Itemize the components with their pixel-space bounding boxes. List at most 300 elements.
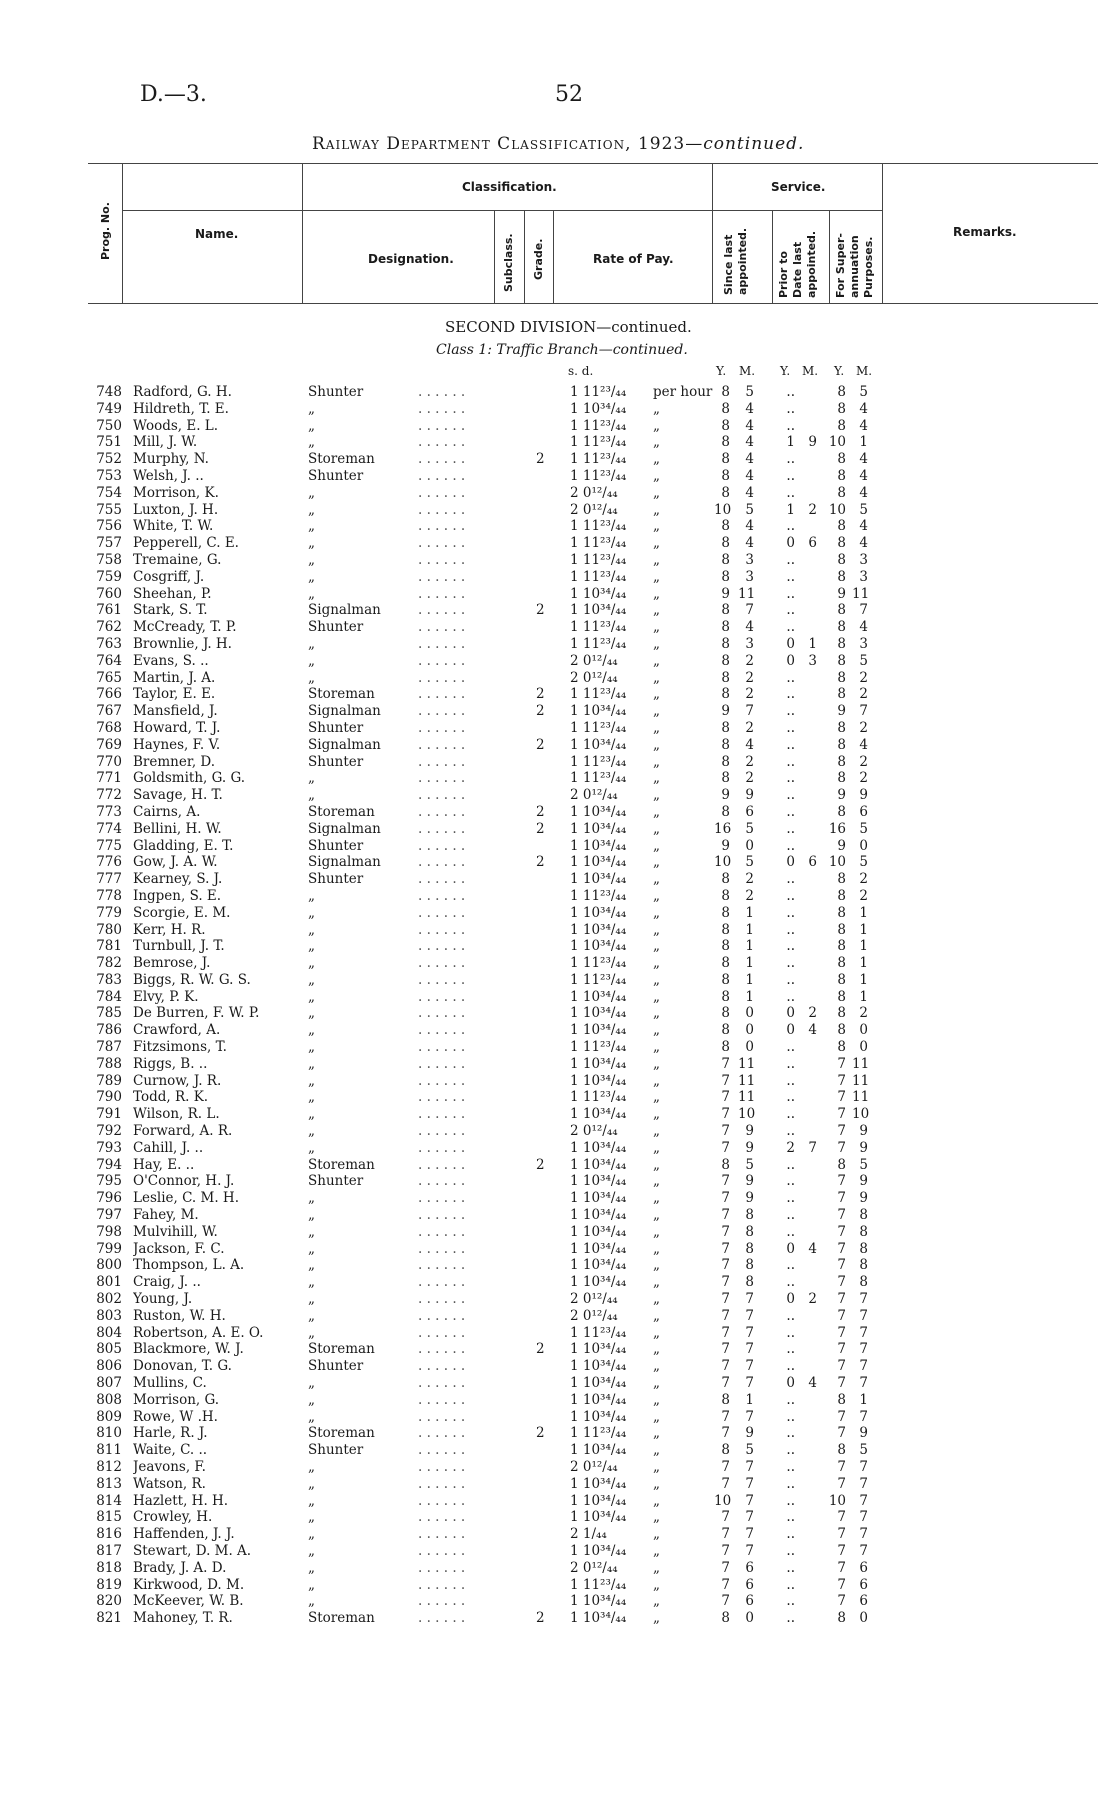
rate-unit: „ (653, 417, 660, 434)
rate-of-pay: 1 10³⁴/₄₄ (570, 1156, 627, 1173)
since-months: 8 (745, 1207, 754, 1224)
leader-dots: . . . . . . (418, 1139, 466, 1156)
rate-of-pay: 1 11²³/₄₄ (570, 434, 627, 451)
leader-dots: . . . . . . (418, 753, 466, 770)
leader-dots: . . . . . . (418, 1610, 466, 1627)
since-months: 4 (745, 484, 754, 501)
prog-number: 757 (96, 535, 122, 552)
table-row (0, 1039, 1114, 1056)
prior-years: .. (786, 417, 795, 434)
since-months: 0 (745, 1610, 754, 1627)
super-years: 8 (837, 518, 846, 535)
employee-name: Brownlie, J. H. (133, 635, 232, 652)
prior-years: .. (786, 568, 795, 585)
rate-unit: „ (653, 551, 660, 568)
prior-years: 0 (786, 1022, 795, 1039)
employee-name: Morrison, K. (133, 484, 219, 501)
super-months: 8 (859, 1207, 868, 1224)
since-months: 4 (745, 518, 754, 535)
rate-of-pay: 1 11²³/₄₄ (570, 1089, 627, 1106)
leader-dots: . . . . . . (418, 484, 466, 501)
super-years: 8 (837, 1442, 846, 1459)
leader-dots: . . . . . . (418, 1425, 466, 1442)
header-bottom-rule (88, 303, 1098, 304)
super-years: 8 (837, 938, 846, 955)
table-row (0, 1257, 1114, 1274)
prior-years: 0 (786, 1240, 795, 1257)
rate-of-pay: 1 10³⁴/₄₄ (570, 1022, 627, 1039)
employee-name: Hay, E. .. (133, 1156, 195, 1173)
prog-number: 804 (96, 1324, 122, 1341)
since-months: 9 (745, 1139, 754, 1156)
employee-name: Young, J. (133, 1291, 193, 1308)
since-years: 7 (721, 1123, 730, 1140)
rate-of-pay: 1 10³⁴/₄₄ (570, 1442, 627, 1459)
designation: „ (308, 887, 315, 904)
super-years: 8 (837, 484, 846, 501)
employee-name: Wilson, R. L. (133, 1106, 220, 1123)
designation: Storeman (308, 803, 375, 820)
prog-number: 821 (96, 1610, 122, 1627)
employee-name: Luxton, J. H. (133, 501, 219, 518)
table-row (0, 922, 1114, 939)
since-months: 7 (745, 1492, 754, 1509)
since-years: 8 (721, 938, 730, 955)
super-years: 7 (837, 1307, 846, 1324)
rate-unit: „ (653, 1257, 660, 1274)
super-years: 7 (837, 1475, 846, 1492)
since-years: 8 (721, 417, 730, 434)
leader-dots: . . . . . . (418, 787, 466, 804)
since-years: 7 (721, 1408, 730, 1425)
prog-number: 780 (96, 921, 122, 938)
rate-of-pay: 1 10³⁴/₄₄ (570, 1072, 627, 1089)
employee-name: Turnbull, J. T. (133, 938, 225, 955)
prior-years: .. (786, 904, 795, 921)
rate-unit: „ (653, 619, 660, 636)
rate-of-pay: 1 10³⁴/₄₄ (570, 820, 627, 837)
header-subclass: Subclass. (502, 233, 515, 292)
super-months: 1 (859, 955, 868, 972)
table-row (0, 1274, 1114, 1291)
since-months: 7 (745, 602, 754, 619)
super-months: 11 (852, 1072, 870, 1089)
employee-name: Cosgriff, J. (133, 568, 205, 585)
since-years: 7 (721, 1509, 730, 1526)
designation: „ (308, 1559, 315, 1576)
super-years: 7 (837, 1291, 846, 1308)
since-years: 8 (721, 568, 730, 585)
rate-of-pay: 1 10³⁴/₄₄ (570, 1139, 627, 1156)
leader-dots: . . . . . . (418, 971, 466, 988)
header-name: Name. (195, 227, 239, 241)
super-months: 4 (859, 484, 868, 501)
prior-years: .. (786, 1257, 795, 1274)
super-months: 7 (859, 602, 868, 619)
leader-dots: . . . . . . (418, 635, 466, 652)
super-years: 8 (837, 1022, 846, 1039)
table-row (0, 737, 1114, 754)
super-months: 9 (859, 1425, 868, 1442)
super-months: 8 (859, 1274, 868, 1291)
rate-unit: „ (653, 837, 660, 854)
rate-of-pay: 1 10³⁴/₄₄ (570, 921, 627, 938)
rule-after-prog (122, 163, 123, 303)
rate-unit: „ (653, 820, 660, 837)
super-months: 9 (859, 1123, 868, 1140)
super-months: 7 (859, 1408, 868, 1425)
since-years: 8 (721, 551, 730, 568)
designation: „ (308, 568, 315, 585)
employee-name: Stewart, D. M. A. (133, 1542, 252, 1559)
super-years: 8 (837, 1039, 846, 1056)
since-years: 8 (721, 904, 730, 921)
employee-name: Ruston, W. H. (133, 1307, 226, 1324)
rate-of-pay: 2 0¹²/₄₄ (570, 484, 618, 501)
prior-months: 2 (808, 1005, 817, 1022)
prog-number: 799 (96, 1240, 122, 1257)
header-grade: Grade. (532, 238, 545, 280)
employee-name: Scorgie, E. M. (133, 904, 231, 921)
super-years: 7 (837, 1542, 846, 1559)
prog-number: 788 (96, 1055, 122, 1072)
table-row (0, 1493, 1114, 1510)
prog-number: 793 (96, 1139, 122, 1156)
title-continued: continued. (703, 134, 805, 154)
prog-number: 758 (96, 551, 122, 568)
super-months: 5 (859, 384, 868, 400)
leader-dots: . . . . . . (418, 938, 466, 955)
since-months: 1 (745, 955, 754, 972)
since-months: 8 (745, 1240, 754, 1257)
since-months: 2 (745, 669, 754, 686)
table-row (0, 569, 1114, 586)
leader-dots: . . . . . . (418, 837, 466, 854)
unit-prior-years: Y. (780, 364, 791, 378)
designation: „ (308, 1408, 315, 1425)
since-years: 8 (721, 736, 730, 753)
prior-years: .. (786, 1475, 795, 1492)
super-months: 4 (859, 451, 868, 468)
prog-number: 760 (96, 585, 122, 602)
super-months: 3 (859, 635, 868, 652)
leader-dots: . . . . . . (418, 1408, 466, 1425)
employee-name: Morrison, G. (133, 1391, 220, 1408)
employee-name: Taylor, E. E. (133, 686, 216, 703)
super-years: 10 (828, 501, 846, 518)
prog-number: 805 (96, 1341, 122, 1358)
rate-of-pay: 1 11²³/₄₄ (570, 955, 627, 972)
since-years: 8 (721, 451, 730, 468)
since-months: 7 (745, 1475, 754, 1492)
rate-unit: „ (653, 451, 660, 468)
super-months: 7 (859, 1341, 868, 1358)
prog-number: 749 (96, 400, 122, 417)
prog-number: 784 (96, 988, 122, 1005)
since-years: 7 (721, 1106, 730, 1123)
super-years: 7 (837, 1190, 846, 1207)
prog-number: 772 (96, 787, 122, 804)
super-years: 8 (837, 887, 846, 904)
prior-months: 2 (808, 501, 817, 518)
prog-number: 763 (96, 635, 122, 652)
rate-unit: „ (653, 1341, 660, 1358)
rate-unit: „ (653, 1559, 660, 1576)
rate-of-pay: 1 10³⁴/₄₄ (570, 1341, 627, 1358)
prior-years: .. (786, 1358, 795, 1375)
since-months: 2 (745, 686, 754, 703)
designation: „ (308, 1509, 315, 1526)
super-months: 10 (852, 1106, 870, 1123)
employee-name: Craig, J. .. (133, 1274, 201, 1291)
prior-years: .. (786, 1576, 795, 1593)
since-months: 1 (745, 988, 754, 1005)
designation: Shunter (308, 1173, 364, 1190)
since-years: 10 (714, 1492, 732, 1509)
unit-since-years: Y. (716, 364, 727, 378)
employee-name: Jeavons, F. (133, 1459, 206, 1475)
prior-years: .. (786, 971, 795, 988)
leader-dots: . . . . . . (418, 518, 466, 535)
prog-number: 816 (96, 1526, 122, 1543)
designation: „ (308, 1072, 315, 1089)
since-years: 8 (721, 1156, 730, 1173)
since-months: 0 (745, 1022, 754, 1039)
prog-number: 811 (96, 1442, 122, 1459)
super-years: 8 (837, 988, 846, 1005)
designation: „ (308, 1039, 315, 1056)
super-months: 7 (859, 1358, 868, 1375)
super-years: 16 (828, 820, 846, 837)
leader-dots: . . . . . . (418, 1559, 466, 1576)
prior-months: 4 (808, 1022, 817, 1039)
since-years: 8 (721, 955, 730, 972)
since-months: 3 (745, 635, 754, 652)
table-row (0, 888, 1114, 905)
super-years: 7 (837, 1593, 846, 1610)
since-months: 6 (745, 1559, 754, 1576)
since-months: 9 (745, 787, 754, 804)
designation: „ (308, 1391, 315, 1408)
since-years: 7 (721, 1223, 730, 1240)
employee-name: Robertson, A. E. O. (133, 1324, 264, 1341)
leader-dots: . . . . . . (418, 1576, 466, 1593)
since-years: 8 (721, 1039, 730, 1056)
super-months: 2 (859, 887, 868, 904)
prior-years: .. (786, 770, 795, 787)
since-months: 2 (745, 719, 754, 736)
designation: „ (308, 1459, 315, 1475)
employee-name: Haynes, F. V. (133, 736, 221, 753)
since-years: 7 (721, 1576, 730, 1593)
table-row (0, 1308, 1114, 1325)
rate-of-pay: 1 10³⁴/₄₄ (570, 1408, 627, 1425)
designation: „ (308, 669, 315, 686)
header-top-rule (88, 163, 1098, 164)
designation: Signalman (308, 703, 381, 720)
rate-of-pay: 2 0¹²/₄₄ (570, 1459, 618, 1475)
since-years: 8 (721, 518, 730, 535)
prog-number: 771 (96, 770, 122, 787)
super-months: 7 (859, 1375, 868, 1392)
rule-after-name (302, 163, 303, 303)
employee-name: Harle, R. J. (133, 1425, 208, 1442)
rate-of-pay: 1 11²³/₄₄ (570, 619, 627, 636)
since-months: 4 (745, 417, 754, 434)
rate-unit: „ (653, 1005, 660, 1022)
header-prior-to: Prior to Date last appointed. (777, 230, 818, 298)
prior-years: .. (786, 1509, 795, 1526)
super-years: 8 (837, 568, 846, 585)
leader-dots: . . . . . . (418, 1156, 466, 1173)
rate-unit: „ (653, 585, 660, 602)
designation: Storeman (308, 451, 375, 468)
prior-years: .. (786, 686, 795, 703)
rate-of-pay: 2 0¹²/₄₄ (570, 1123, 618, 1140)
employee-name: Riggs, B. .. (133, 1055, 208, 1072)
table-row (0, 1157, 1114, 1174)
table-row (0, 1375, 1114, 1392)
rate-unit: „ (653, 921, 660, 938)
rate-unit: „ (653, 1459, 660, 1475)
designation: Signalman (308, 602, 381, 619)
super-months: 2 (859, 686, 868, 703)
since-months: 11 (738, 585, 756, 602)
leader-dots: . . . . . . (418, 1509, 466, 1526)
leader-dots: . . . . . . (418, 904, 466, 921)
since-months: 2 (745, 753, 754, 770)
prog-number: 782 (96, 955, 122, 972)
designation: Storeman (308, 1425, 375, 1442)
super-months: 7 (859, 1526, 868, 1543)
rate-of-pay: 1 10³⁴/₄₄ (570, 938, 627, 955)
rate-of-pay: 1 10³⁴/₄₄ (570, 1475, 627, 1492)
designation: „ (308, 1307, 315, 1324)
super-months: 8 (859, 1240, 868, 1257)
rate-unit: „ (653, 904, 660, 921)
table-row (0, 670, 1114, 687)
since-years: 9 (721, 585, 730, 602)
super-months: 11 (852, 1055, 870, 1072)
designation: Shunter (308, 719, 364, 736)
rate-of-pay: 1 10³⁴/₄₄ (570, 904, 627, 921)
designation: „ (308, 1375, 315, 1392)
table-row (0, 1593, 1114, 1610)
since-months: 11 (738, 1072, 756, 1089)
prior-years: .. (786, 585, 795, 602)
super-months: 1 (859, 904, 868, 921)
prog-number: 754 (96, 484, 122, 501)
rate-of-pay: 1 10³⁴/₄₄ (570, 871, 627, 888)
prior-months: 6 (808, 854, 817, 871)
designation: „ (308, 988, 315, 1005)
prior-months: 3 (808, 652, 817, 669)
super-years: 7 (837, 1207, 846, 1224)
designation: Storeman (308, 1610, 375, 1627)
leader-dots: . . . . . . (418, 535, 466, 552)
since-years: 8 (721, 1391, 730, 1408)
prior-months: 6 (808, 535, 817, 552)
employee-name: Fitzsimons, T. (133, 1039, 227, 1056)
prog-number: 807 (96, 1375, 122, 1392)
since-months: 7 (745, 703, 754, 720)
super-months: 4 (859, 619, 868, 636)
employee-name: Kirkwood, D. M. (133, 1576, 245, 1593)
since-months: 7 (745, 1341, 754, 1358)
rate-of-pay: 1 10³⁴/₄₄ (570, 1005, 627, 1022)
prior-years: .. (786, 719, 795, 736)
employee-name: Mahoney, T. R. (133, 1610, 233, 1627)
super-months: 4 (859, 518, 868, 535)
prior-years: .. (786, 1106, 795, 1123)
table-row (0, 703, 1114, 720)
prior-years: .. (786, 820, 795, 837)
designation: „ (308, 787, 315, 804)
designation: „ (308, 501, 315, 518)
since-years: 8 (721, 384, 730, 400)
table-row (0, 1106, 1114, 1123)
super-months: 0 (859, 1610, 868, 1627)
super-years: 8 (837, 1005, 846, 1022)
prog-number: 813 (96, 1475, 122, 1492)
prog-number: 817 (96, 1542, 122, 1559)
prior-years: .. (786, 1492, 795, 1509)
leader-dots: . . . . . . (418, 568, 466, 585)
subclass: 2 (536, 686, 545, 703)
prog-number: 787 (96, 1039, 122, 1056)
table-row (0, 1560, 1114, 1577)
rate-unit: „ (653, 1072, 660, 1089)
since-years: 10 (714, 854, 732, 871)
super-years: 8 (837, 719, 846, 736)
leader-dots: . . . . . . (418, 1475, 466, 1492)
since-years: 7 (721, 1542, 730, 1559)
rate-of-pay: 1 11²³/₄₄ (570, 1324, 627, 1341)
prior-years: .. (786, 1039, 795, 1056)
super-months: 7 (859, 1492, 868, 1509)
since-years: 8 (721, 887, 730, 904)
table-row (0, 518, 1114, 535)
leader-dots: . . . . . . (418, 1190, 466, 1207)
super-years: 9 (837, 837, 846, 854)
rate-of-pay: 1 10³⁴/₄₄ (570, 602, 627, 619)
prog-number: 792 (96, 1123, 122, 1140)
super-months: 3 (859, 568, 868, 585)
leader-dots: . . . . . . (418, 1106, 466, 1123)
since-years: 7 (721, 1375, 730, 1392)
prog-number: 764 (96, 652, 122, 669)
section-subtitle (436, 342, 688, 358)
leader-dots: . . . . . . (418, 434, 466, 451)
table-row (0, 1173, 1114, 1190)
rule-after-prior (829, 210, 830, 303)
super-years: 8 (837, 1156, 846, 1173)
prog-number: 814 (96, 1492, 122, 1509)
super-months: 5 (859, 652, 868, 669)
prior-years: .. (786, 451, 795, 468)
subclass: 2 (536, 1610, 545, 1627)
leader-dots: . . . . . . (418, 1542, 466, 1559)
super-years: 8 (837, 652, 846, 669)
prog-number: 777 (96, 871, 122, 888)
leader-dots: . . . . . . (418, 1459, 466, 1475)
header-since-last: Since last appointed. (722, 227, 749, 295)
super-years: 7 (837, 1173, 846, 1190)
prog-number: 759 (96, 568, 122, 585)
rate-unit: „ (653, 686, 660, 703)
super-months: 11 (852, 585, 870, 602)
prog-number: 812 (96, 1459, 122, 1475)
